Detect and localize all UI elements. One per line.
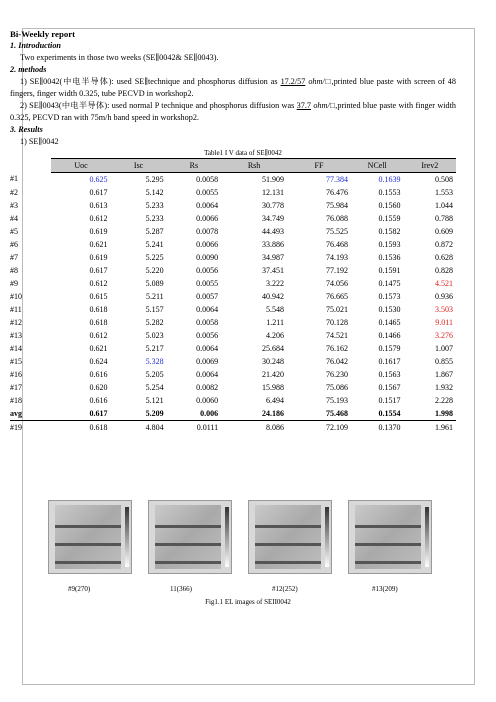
el-label-1: #9(270) xyxy=(68,585,91,593)
table-cell: 0.1536 xyxy=(378,252,401,262)
table-cell: 0.617 xyxy=(89,187,108,197)
table-cell: 0.936 xyxy=(435,291,453,301)
table-cell: 76.476 xyxy=(325,187,348,197)
table-cell: 0.0082 xyxy=(196,382,219,392)
table-cell: 30.778 xyxy=(261,200,284,210)
row-label: #3 xyxy=(10,200,18,210)
table-cell: 0.1560 xyxy=(378,200,401,210)
table-cell: 4.804 xyxy=(145,422,164,432)
el-label-2: 11(366) xyxy=(170,585,192,593)
header-uoc: Uoc xyxy=(51,159,110,173)
row-label: #7 xyxy=(10,252,18,262)
row-label: #2 xyxy=(10,187,18,197)
table-cell: 0.0055 xyxy=(196,187,219,197)
table-cell: 34.749 xyxy=(261,213,284,223)
table-cell: 0.1617 xyxy=(378,356,401,366)
row-label: #11 xyxy=(10,304,22,314)
el-image-9 xyxy=(48,500,132,574)
table-cell: 76.162 xyxy=(325,343,348,353)
table-row xyxy=(10,238,456,251)
method-1 xyxy=(10,76,456,100)
table-cell: 0.0111 xyxy=(196,422,219,432)
table-cell: 0.1593 xyxy=(378,239,401,249)
method-2-value: 37.7 xyxy=(296,101,311,110)
table-row xyxy=(10,329,456,342)
table-cell: 5.233 xyxy=(145,200,164,210)
table-cell: 1.211 xyxy=(266,317,284,327)
table-cell: 5.295 xyxy=(145,174,164,184)
table-cell: 5.233 xyxy=(145,213,164,223)
table-cell: 0.613 xyxy=(89,200,108,210)
method-1-post: ,printed blue paste with screen of 48 fingers, finger width 0.325, tube PECVD in workshop2. xyxy=(10,77,456,98)
table-cell: 5.211 xyxy=(145,291,164,301)
table-cell: 5.089 xyxy=(145,278,164,288)
table-cell: 12.131 xyxy=(261,187,284,197)
intro-heading: 1. Introduction xyxy=(10,41,61,50)
method-1-value: 17.2/57 xyxy=(280,77,306,86)
table-cell: 76.088 xyxy=(325,213,348,223)
row-label: #13 xyxy=(10,330,22,340)
table-cell: 1.932 xyxy=(435,382,453,392)
table-cell: 0.609 xyxy=(435,226,453,236)
method-2-post: ,printed blue paste with finger width 0.325, PECVD ran with 75m/h band speed in workshop2. xyxy=(10,101,456,122)
table-cell: 0.855 xyxy=(435,356,453,366)
table-row xyxy=(10,368,456,381)
table-cell: 0.1466 xyxy=(378,330,401,340)
table-cell: 0.617 xyxy=(51,407,110,421)
row-label: #14 xyxy=(10,343,22,353)
table-cell: 3.222 xyxy=(265,278,284,288)
table-cell: 1.867 xyxy=(435,369,453,379)
table-cell: 72.109 xyxy=(325,422,348,432)
table-cell: 1.007 xyxy=(435,343,453,353)
table-cell: 4.521 xyxy=(435,278,453,288)
table-cell: 74.521 xyxy=(325,330,348,340)
table-cell: 5.287 xyxy=(145,226,164,236)
table-cell: 0.624 xyxy=(89,356,108,366)
table-cell: 0.828 xyxy=(435,265,453,275)
table-cell: 0.0056 xyxy=(196,265,219,275)
intro-text: Two experiments in those two weeks (SE∥0042& SE∥0043). xyxy=(20,53,219,62)
table-cell: 0.616 xyxy=(89,369,108,379)
table-cell: 21.420 xyxy=(261,369,284,379)
table-cell: 0.617 xyxy=(89,265,108,275)
el-label-4: #13(209) xyxy=(372,585,398,593)
table-cell: 0.0064 xyxy=(196,343,219,353)
method-2-pre: 2) SE∥0043(中电半导体): used normal P technique and phosphorus diffusion was xyxy=(20,101,297,110)
table-row xyxy=(10,290,456,303)
table-cell: 75.193 xyxy=(325,395,348,405)
row-label: #5 xyxy=(10,226,18,236)
table-cell: 75.021 xyxy=(325,304,348,314)
table-cell: 0.0058 xyxy=(196,174,219,184)
table-cell: 2.228 xyxy=(435,395,453,405)
table-cell: 0.1530 xyxy=(378,304,401,314)
table-row xyxy=(10,381,456,394)
el-images xyxy=(40,500,450,578)
table-cell: 0.620 xyxy=(89,382,108,392)
table-cell: 15.988 xyxy=(261,382,284,392)
table-cell: 44.493 xyxy=(261,226,284,236)
row-label: avg xyxy=(10,407,51,421)
row-label: #17 xyxy=(10,382,22,392)
header-rsh: Rsh xyxy=(221,159,287,173)
table-row xyxy=(10,186,456,199)
method-1-unit: ohm/□ xyxy=(305,77,332,86)
table-cell: 0.0078 xyxy=(196,226,219,236)
row-label: #10 xyxy=(10,291,22,301)
row-label: #8 xyxy=(10,265,18,275)
table-cell: 0.1559 xyxy=(378,213,401,223)
row-label: #18 xyxy=(10,395,22,405)
table-cell: 5.225 xyxy=(145,252,164,262)
table-cell: 0.618 xyxy=(89,304,108,314)
table-cell: 0.621 xyxy=(89,239,108,249)
row-label: #4 xyxy=(10,213,18,223)
table-row xyxy=(10,212,456,225)
table-cell: 0.1563 xyxy=(378,369,401,379)
el-image-11 xyxy=(148,500,232,574)
table-row xyxy=(10,421,456,435)
table-cell: 0.1553 xyxy=(378,187,401,197)
table-cell: 1.044 xyxy=(435,200,453,210)
el-image-12 xyxy=(248,500,332,574)
table-cell: 5.121 xyxy=(145,395,164,405)
methods-heading: 2. methods xyxy=(10,65,47,74)
row-label: #1 xyxy=(10,174,18,184)
table-row xyxy=(10,355,456,368)
table-cell: 0.0066 xyxy=(196,239,219,249)
header-isc: Isc xyxy=(110,159,166,173)
table-cell: 8.086 xyxy=(265,422,284,432)
table-cell: 5.217 xyxy=(145,343,164,353)
method-2-unit: ohm/□ xyxy=(310,101,336,110)
table-cell: 0.0060 xyxy=(196,395,219,405)
table-cell: 5.023 xyxy=(145,330,164,340)
table-cell: 0.1370 xyxy=(378,422,401,432)
table-cell: 0.0090 xyxy=(196,252,219,262)
table-cell: 0.618 xyxy=(89,422,108,432)
table-cell: 0.508 xyxy=(435,174,453,184)
table-body xyxy=(10,173,456,435)
table-row xyxy=(10,199,456,212)
table-cell: 70.128 xyxy=(325,317,348,327)
table-cell: 76.230 xyxy=(325,369,348,379)
table-cell: 0.0058 xyxy=(196,317,219,327)
table-cell: 4.206 xyxy=(265,330,284,340)
el-label-3: #12(252) xyxy=(272,585,298,593)
table-row xyxy=(10,342,456,355)
header-ff: FF xyxy=(287,159,351,173)
table-cell: 0.0055 xyxy=(196,278,219,288)
table-cell: 5.157 xyxy=(145,304,164,314)
table-cell: 0.1465 xyxy=(378,317,401,327)
table-cell: 51.909 xyxy=(261,174,284,184)
table-row xyxy=(10,394,456,407)
table-row xyxy=(10,251,456,264)
table-cell: 0.0057 xyxy=(196,291,219,301)
table-cell: 0.0064 xyxy=(196,304,219,314)
report-title: Bi-Weekly report xyxy=(10,29,76,39)
table-cell: 0.1639 xyxy=(378,174,401,184)
table-cell: 5.241 xyxy=(145,239,164,249)
table-row xyxy=(10,264,456,277)
table-cell: 25.684 xyxy=(261,343,284,353)
table-cell: 0.0064 xyxy=(196,369,219,379)
table-cell: 0.616 xyxy=(89,395,108,405)
table-cell: 75.086 xyxy=(325,382,348,392)
table-cell: 76.665 xyxy=(325,291,348,301)
row-label: #12 xyxy=(10,317,22,327)
table-cell: 0.1573 xyxy=(378,291,401,301)
row-label: #15 xyxy=(10,356,22,366)
header-blank xyxy=(10,159,51,173)
table-row xyxy=(10,316,456,329)
table-cell: 74.193 xyxy=(325,252,348,262)
table-cell: 5.220 xyxy=(145,265,164,275)
results-heading: 3. Results xyxy=(10,125,43,134)
table-cell: 77.384 xyxy=(325,174,348,184)
table-cell: 76.468 xyxy=(325,239,348,249)
header-ncell: NCell xyxy=(351,159,404,173)
iv-data-table xyxy=(10,158,456,434)
table-header-row xyxy=(10,159,456,173)
table-cell: 24.186 xyxy=(221,407,287,421)
report-body xyxy=(10,28,456,434)
table-cell: 75.525 xyxy=(325,226,348,236)
table-cell: 0.625 xyxy=(89,174,108,184)
table-cell: 0.619 xyxy=(89,226,108,236)
table-cell: 0.0064 xyxy=(196,200,219,210)
table-cell: 5.142 xyxy=(145,187,164,197)
table-cell: 40.942 xyxy=(261,291,284,301)
table-cell: 0.1591 xyxy=(378,265,401,275)
table-cell: 0.615 xyxy=(89,291,108,301)
table-cell: 5.209 xyxy=(110,407,166,421)
table-cell: 5.328 xyxy=(145,356,164,366)
table-cell: 75.984 xyxy=(325,200,348,210)
table-cell: 1.961 xyxy=(435,422,453,432)
table-cell: 0.621 xyxy=(89,343,108,353)
table-cell: 0.618 xyxy=(89,317,108,327)
table-cell: 0.1567 xyxy=(378,382,401,392)
table-cell: 0.006 xyxy=(167,407,221,421)
table-cell: 3.503 xyxy=(435,304,453,314)
table-cell: 0.1579 xyxy=(378,343,401,353)
el-image-13 xyxy=(348,500,432,574)
header-rs: Rs xyxy=(167,159,221,173)
table-cell: 0.0056 xyxy=(196,330,219,340)
row-label: #6 xyxy=(10,239,18,249)
table-cell: 0.1554 xyxy=(351,407,404,421)
table-cell: 37.451 xyxy=(261,265,284,275)
table-cell: 9.011 xyxy=(435,317,453,327)
row-label: #9 xyxy=(10,278,18,288)
table-cell: 0.0066 xyxy=(196,213,219,223)
table-cell: 0.788 xyxy=(435,213,453,223)
figure-caption: Fig1.1 EL images of SEII0042 xyxy=(205,598,291,606)
header-irev2: Irev2 xyxy=(404,159,456,173)
table-cell: 1.998 xyxy=(404,407,456,421)
row-label: #16 xyxy=(10,369,22,379)
table-cell: 0.0069 xyxy=(196,356,219,366)
method-2 xyxy=(10,100,456,124)
table-cell: 5.282 xyxy=(145,317,164,327)
table-row xyxy=(10,173,456,187)
table-cell: 0.872 xyxy=(435,239,453,249)
table-cell: 0.612 xyxy=(89,278,108,288)
results-sub: 1) SE∥0042 xyxy=(20,137,59,146)
table-cell: 0.1475 xyxy=(378,278,401,288)
table-cell: 5.254 xyxy=(145,382,164,392)
table-cell: 0.1582 xyxy=(378,226,401,236)
table-cell: 5.548 xyxy=(265,304,284,314)
table-cell: 0.1517 xyxy=(378,395,401,405)
table-cell: 6.494 xyxy=(265,395,284,405)
table-cell: 33.886 xyxy=(261,239,284,249)
table-cell: 74.056 xyxy=(325,278,348,288)
table-cell: 75.468 xyxy=(287,407,351,421)
table-row-avg xyxy=(10,407,456,421)
table-cell: 34.987 xyxy=(261,252,284,262)
table-cell: 0.612 xyxy=(89,330,108,340)
table-cell: 0.612 xyxy=(89,213,108,223)
method-1-pre: 1) SE∥0042(中电半导体): used SE∥technique and phosphorus diffusion as xyxy=(20,77,281,86)
table-cell: 30.248 xyxy=(261,356,284,366)
table-row xyxy=(10,225,456,238)
table-row xyxy=(10,303,456,316)
table-cell: 0.619 xyxy=(89,252,108,262)
table-cell: 1.553 xyxy=(435,187,453,197)
table-cell: 3.276 xyxy=(435,330,453,340)
table-row xyxy=(10,277,456,290)
table-caption: Table1 I V data of SE∥0042 xyxy=(204,149,282,157)
table-cell: 76.042 xyxy=(325,356,348,366)
table-cell: 0.628 xyxy=(435,252,453,262)
table-cell: 77.192 xyxy=(325,265,348,275)
table-cell: 5.205 xyxy=(145,369,164,379)
row-label: #19 xyxy=(10,422,22,432)
